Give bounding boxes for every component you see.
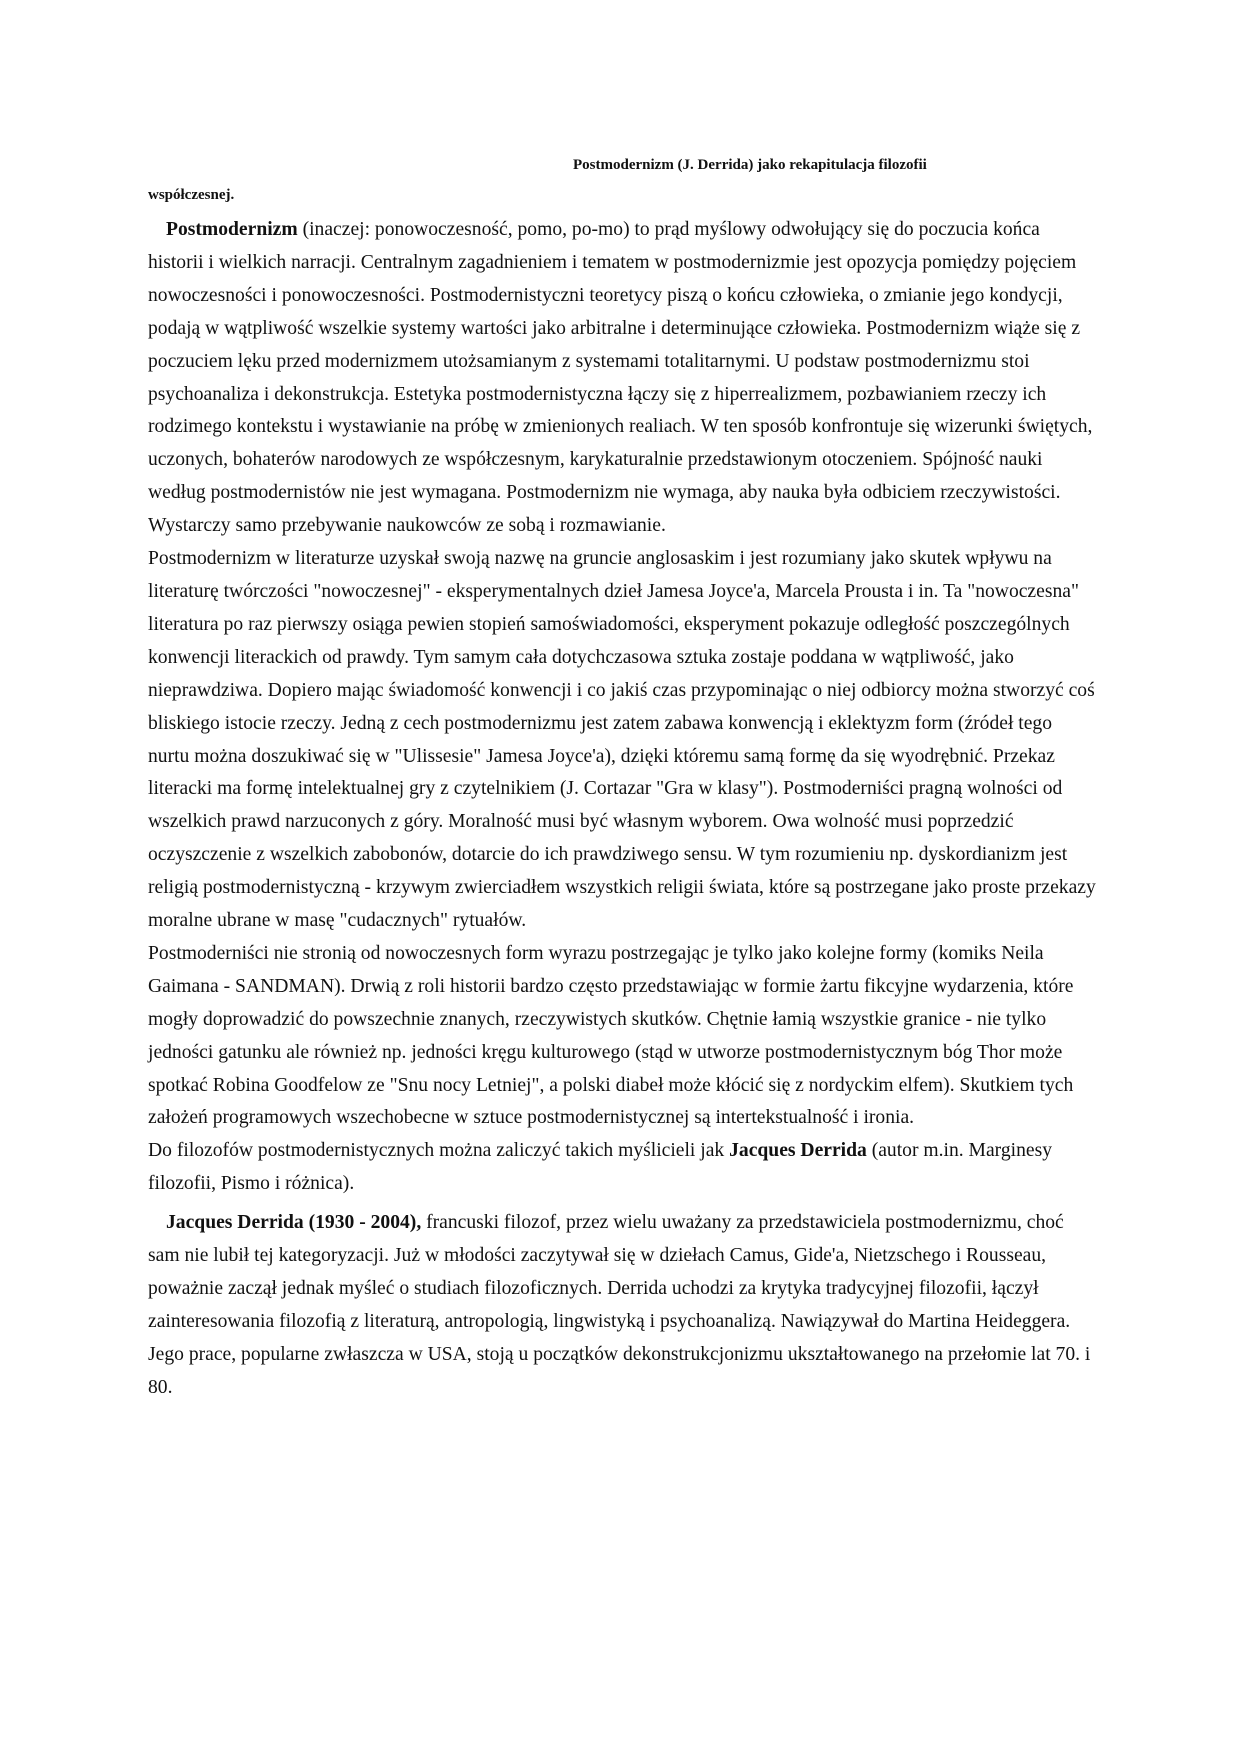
document-title xyxy=(148,150,1098,210)
paragraph-lead: Jacques Derrida (1930 - 2004), xyxy=(166,1212,422,1234)
title-line-2: współczesnej. xyxy=(148,187,235,203)
paragraph-bold-name: Jacques Derrida xyxy=(729,1140,867,1162)
paragraph-text: francuski filozof, przez wielu uważany za przedstawiciela postmodernizmu, choć sam nie lubił tej kategoryzacji. Już w młodości zaczytywał się w dziełach Camus, Gide'a, Nietzschego i Rousseau, poważnie zaczął jednak myśleć o studiach filozoficznych. Derrida uchodzi za krytyka tradycyjnej filozofii, łączył zainteresowania filozofią z literaturą, antropologią, lingwistyką i psychoanalizą. Nawiązywał do Martina Heideggera. Jego prace, popularne zwłaszcza w USA, stoją u początków dekonstrukcjonizmu ukształtowanego na przełomie lat 70. i 80. xyxy=(148,1212,1091,1398)
paragraph-philosophers xyxy=(148,1135,1098,1201)
paragraph-lead: Postmodernizm xyxy=(166,219,298,240)
paragraph-literature: Postmodernizm w literaturze uzyskał swoją nazwę na gruncie anglosaskim i jest rozumiany jako skutek wpływu na literaturę twórczości "nowoczesnej" - eksperymentalnych dzieł Jamesa Joyce'a, Marcela Prousta i in. Ta "nowoczesna" literatura po raz pierwszy osiąga pewien stopień samoświadomości, eksperyment pokazuje odległość poszczególnych konwencji literackich od prawdy. Tym samym cała dotychczasowa sztuka zostaje poddana w wątpliwość, jako nieprawdziwa. Dopiero mając świadomość konwencji i co jakiś czas przypominając o niej odbiorcy można stworzyć coś bliskiego istocie rzeczy. Jedną z cech postmodernizmu jest zatem zabawa konwencją i eklektyzm form (źródeł tego nurtu można doszukiwać się w "Ulissesie" Jamesa Joyce'a), dzięki któremu samą formę da się wyodrębnić. Przekaz literacki ma formę intelektualnej gry z czytelnikiem (J. Cortazar "Gra w klasy"). Postmoderniści pragną wolności od wszelkich prawd narzuconych z góry. Moralność musi być własnym wyborem. Owa wolność musi poprzedzić oczyszczenie z wszelkich zabobonów, dotarcie do ich prawdziwego sensu. W tym rozumieniu np. dyskordianizm jest religią postmodernistyczną - krzywym zwierciadłem wszystkich religii świata, które są postrzegane jako proste przekazy moralne ubrane w masę "cudacznych" rytuałów. xyxy=(148,548,1096,932)
document-body xyxy=(148,214,1098,1405)
paragraph-text: (inaczej: ponowoczesność, pomo, po-mo) to prąd myślowy odwołujący się do poczucia końca historii i wielkich narracji. Centralnym zagadnieniem i tematem w postmodernizmie jest opozycja pomiędzy pojęciem nowoczesności i ponowoczesności. Postmodernistyczni teoretycy piszą o końcu człowieka, o zmianie jego kondycji, podają w wątpliwość wszelkie systemy wartości jako arbitralne i determinujące człowieka. Postmodernizm wiąże się z poczuciem lęku przed modernizmem utożsamianym z systemami totalitarnymi. U podstaw postmodernizmu stoi psychoanaliza i dekonstrukcja. Estetyka postmodernistyczna łączy się z hiperrealizmem, pozbawianiem rzeczy ich rodzimego kontekstu i wystawianie na próbę w zmienionych realiach. W ten sposób konfrontuje się wizerunki świętych, uczonych, bohaterów narodowych ze współczesnym, karykaturalnie przedstawionym otoczeniem. Spójność nauki według postmodernistów nie jest wymagana. Postmodernizm nie wymaga, aby nauka była odbiciem rzeczywistości. Wystarczy samo przebywanie naukowców ze sobą i rozmawianie. xyxy=(148,219,1093,537)
paragraph-forms: Postmoderniści nie stronią od nowoczesnych form wyrazu postrzegając je tylko jako kolejne formy (komiks Neila Gaimana - SANDMAN). Drwią z roli historii bardzo często przedstawiając w formie żartu fikcyjne wydarzenia, które mogły doprowadzić do powszechnie znanych, rzeczywistych skutków. Chętnie łamią wszystkie granice - nie tylko jedności gatunku ale również np. jedności kręgu kulturowego (stąd w utworze postmodernistycznym bóg Thor może spotkać Robina Goodfelow ze "Snu nocy Letniej", a polski diabeł może kłócić się z nordyckim elfem). Skutkiem tych założeń programowych wszechobecne w sztuce postmodernistycznej są intertekstualność i ironia. xyxy=(148,942,1074,1129)
paragraph-text: (autor m.in. Marginesy filozofii, Pismo i różnica). xyxy=(148,1140,1052,1195)
paragraph-text: Do filozofów postmodernistycznych można zaliczyć takich myślicieli jak xyxy=(148,1140,730,1162)
paragraph-derrida xyxy=(148,1207,1098,1404)
document-page xyxy=(148,150,1098,1405)
paragraph-postmodernizm xyxy=(148,214,1098,543)
title-line-1: Postmodernizm (J. Derrida) jako rekapitulacja filozofii xyxy=(573,157,927,173)
